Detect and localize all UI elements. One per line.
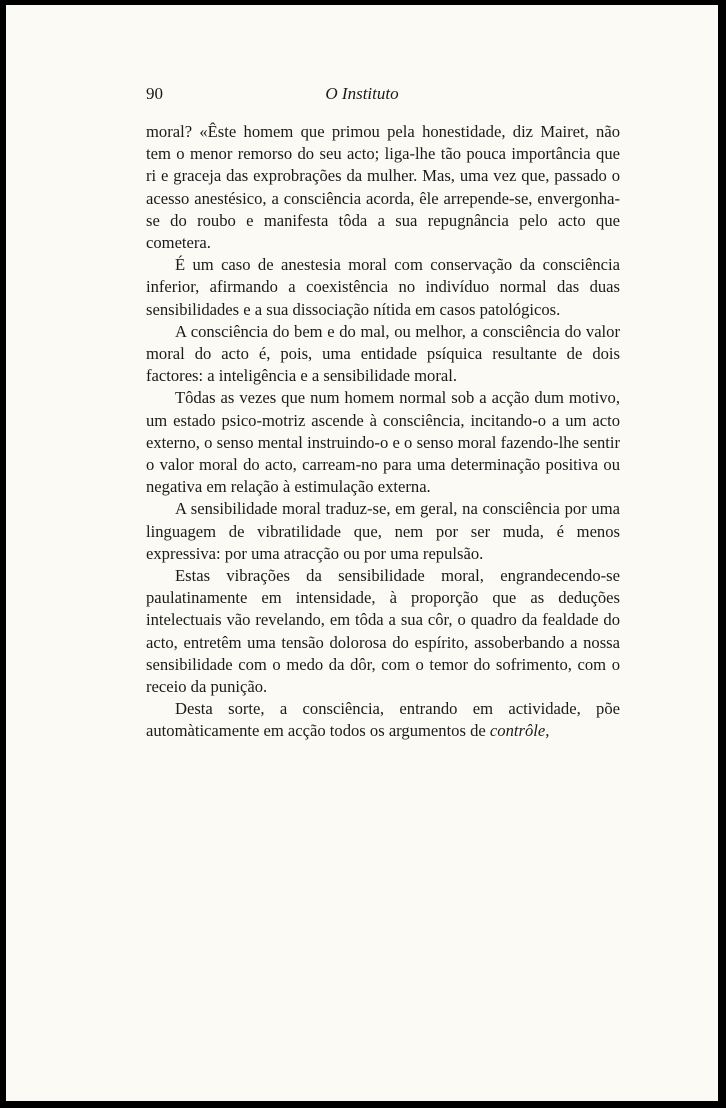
page-header [6, 84, 718, 108]
paragraph-text: Desta sorte, a consciência, entrando em actividade, põe automàticamente em acção todos os argumentos de [146, 699, 620, 741]
paragraph-last [146, 698, 620, 742]
running-title: O Instituto [325, 84, 399, 103]
paragraph: Estas vibrações da sensibilidade moral, engrandecendo-se paulatinamente em intensidade, à proporção que as deduções intelectuais vão revelando, em tôda a sua côr, o quadro da fealdade do acto, entretêm uma tensão dolorosa do espírito, assoberbando a nossa sensibilidade com o medo da dôr, com o temor do sofrimento, com o receio da punição. [146, 566, 620, 697]
paragraph: moral? «Êste homem que primou pela honestidade, diz Mairet, não tem o menor remorso do seu acto; liga-lhe tão pouca importância que ri e graceja das exprobrações da mulher. Mas, uma vez que, passado o acesso anestésico, a consciência acorda, êle arrepende-se, envergonha-se do roubo e manifesta tôda a sua repugnância pelo acto que cometera. [146, 122, 620, 253]
paragraph: A consciência do bem e do mal, ou melhor, a consciência do valor moral do acto é, pois, uma entidade psíquica resultante de dois factores: a inteligência e a sensibilidade moral. [146, 321, 620, 386]
book-page [6, 5, 718, 1101]
page-number: 90 [146, 84, 163, 103]
paragraph: É um caso de anestesia moral com conservação da consciência inferior, afirmando a coexistência no indivíduo normal das duas sensibilidades e a sua dissociação nítida em casos patológicos. [146, 255, 620, 319]
paragraph: Tôdas as vezes que num homem normal sob a acção dum motivo, um estado psico-motriz ascende à consciência, incitando-o a um acto externo, o senso mental instruindo-o e o senso moral fazendo-lhe sentir o valor moral do acto, carream-no para uma determinação positiva ou negativa em relação à estimulação externa. [146, 388, 620, 497]
body-text [146, 121, 620, 743]
paragraph: A sensibilidade moral traduz-se, em geral, na consciência por uma linguagem de vibratilidade que, nem por ser muda, é menos expressiva: por uma atracção ou por uma repulsão. [146, 499, 620, 563]
italic-term: contrôle, [489, 721, 550, 741]
